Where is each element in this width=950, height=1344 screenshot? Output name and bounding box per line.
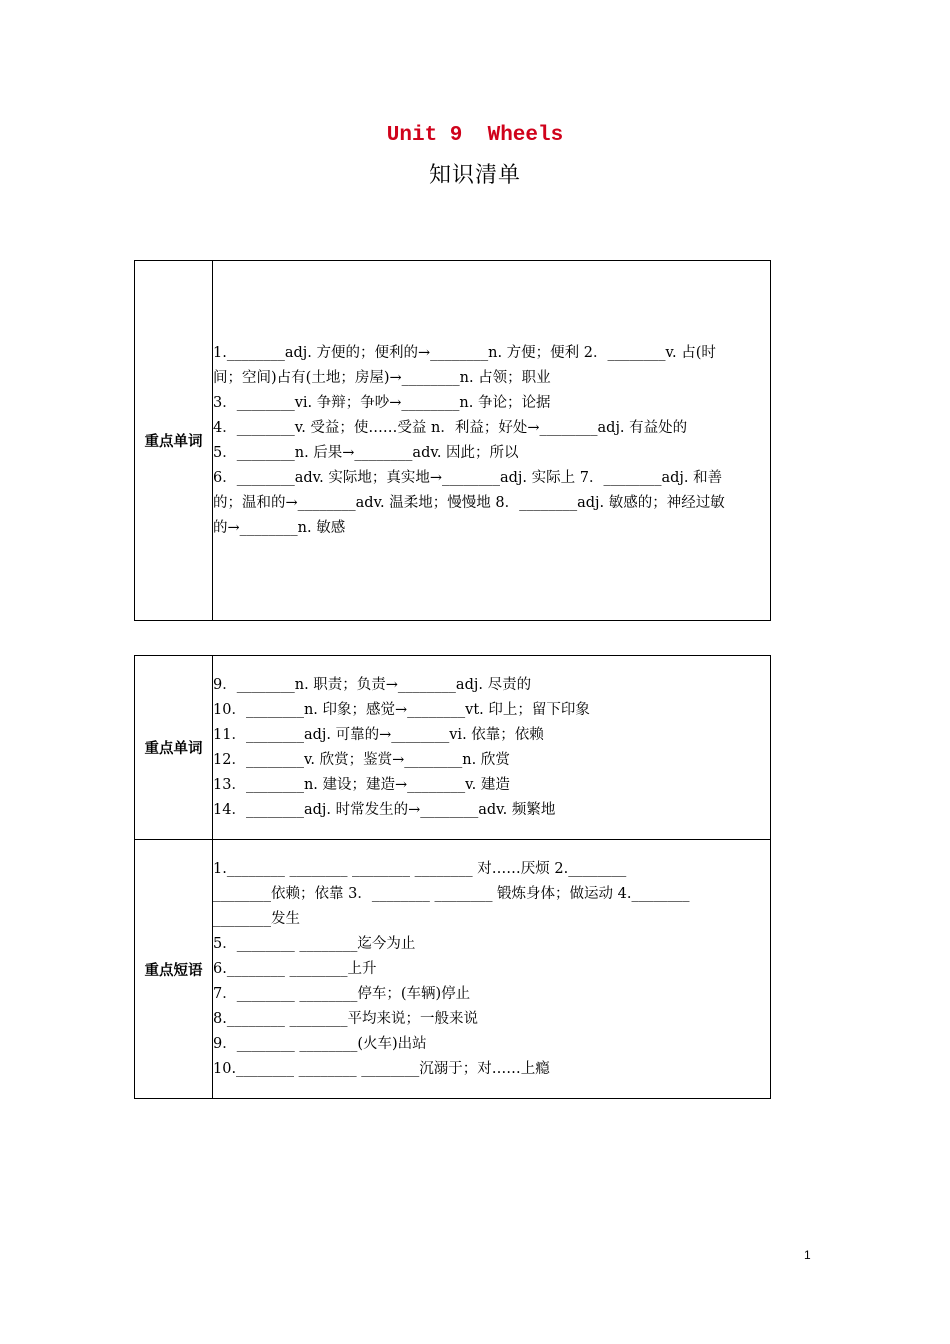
content-line: 的；温和的→________adv. 温柔地；慢慢地 8．________adj. 敏感的；神经过敏 (213, 494, 725, 511)
section-label: 重点单词 (135, 656, 213, 840)
content-line: 的→________n. 敏感 (213, 519, 346, 536)
content-line: 10．________n. 印象；感觉→________vt. 印上；留下印象 (213, 701, 590, 718)
content-line: 6．________adv. 实际地；真实地→________adj. 实际上 7．________adj. 和善 (213, 469, 723, 486)
content-line: 1.________ ________ ________ ________ 对……厌烦 2.________ (213, 860, 627, 877)
vocab-table-2 (134, 655, 771, 1099)
vocab-table-1 (134, 260, 771, 621)
page-title: Unit 9 Wheels (386, 124, 564, 147)
content-line: 7．________ ________停车；(车辆)停止 (213, 985, 471, 1002)
content-line: 间；空间)占有(土地；房屋)→________n. 占领；职业 (213, 369, 551, 386)
content-line: 13．________n. 建设；建造→________v. 建造 (213, 776, 510, 793)
page-number: 1 (804, 1248, 811, 1262)
content-line: 9．________n. 职责；负责→________adj. 尽责的 (213, 676, 532, 693)
content-line: 3．________vi. 争辩；争吵→________n. 争论；论据 (213, 394, 551, 411)
section-content (213, 261, 771, 621)
content-line: 11．________adj. 可靠的→________vi. 依靠；依赖 (213, 726, 544, 743)
content-line: 8.________ ________平均来说；一般来说 (213, 1010, 478, 1027)
content-line: ________发生 (213, 910, 300, 927)
content-line: 5．________ ________迄今为止 (213, 935, 416, 952)
content-line: 12．________v. 欣赏；鉴赏→________n. 欣赏 (213, 751, 510, 768)
content-line: 9．________ ________(火车)出站 (213, 1035, 427, 1052)
page-subtitle: 知识清单 (428, 163, 521, 188)
content-line: 14．________adj. 时常发生的→________adv. 频繁地 (213, 801, 556, 818)
section-content (213, 840, 771, 1099)
content-line: 6.________ ________上升 (213, 960, 377, 977)
content-line: 1.________adj. 方便的；便利的→________n. 方便；便利 2．________v. 占(时 (213, 344, 716, 361)
content-line: 4．________v. 受益；使……受益 n．利益；好处→________adj. 有益处的 (213, 419, 688, 436)
content-line: ________依赖；依靠 3．________ ________ 锻炼身体；做运动 4.________ (213, 885, 690, 902)
section-label: 重点短语 (135, 840, 213, 1099)
section-content (213, 656, 771, 840)
section-label: 重点单词 (135, 261, 213, 621)
content-line: 10.________ ________ ________沉溺于；对……上瘾 (213, 1060, 550, 1077)
content-line: 5．________n. 后果→________adv. 因此；所以 (213, 444, 519, 461)
